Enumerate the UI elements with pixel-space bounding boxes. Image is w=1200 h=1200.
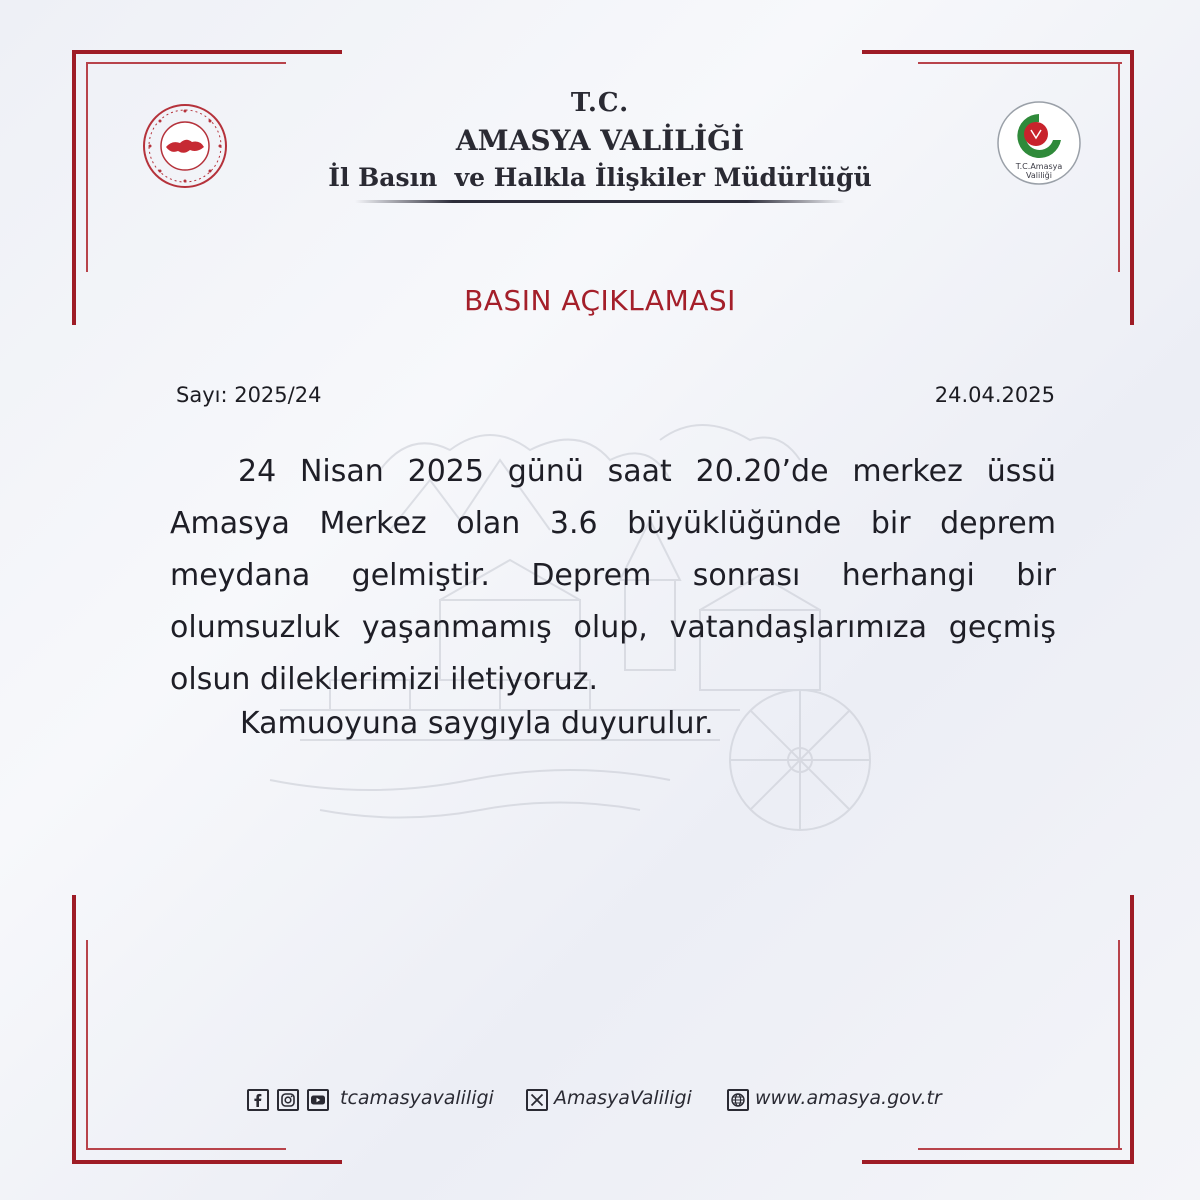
presidential-seal-icon — [142, 103, 228, 189]
frame-top-left-vertical-inner — [86, 62, 88, 272]
frame-bottom-right-horizontal-inner — [918, 1148, 1122, 1150]
header-title: AMASYA VALİLİĞİ — [455, 124, 745, 157]
body-paragraph: 24 Nisan 2025 günü saat 20.20’de merkez üssü Amasya Merkez olan 3.6 büyüklüğünde bir deprem meydana gelmiştir. Deprem sonrası herhangi bir olumsuzluk yaşanmamış olup, vatandaşlarımıza geçmiş olsun dileklerimizi iletiyoruz. — [170, 454, 1056, 697]
frame-bottom-left-horizontal — [72, 1160, 342, 1164]
website-link[interactable]: www.amasya.gov.tr — [755, 1087, 942, 1109]
document-number: Sayı: 2025/24 — [176, 383, 322, 407]
social-handle[interactable]: tcamasyavaliligi — [340, 1087, 494, 1109]
frame-top-right-horizontal — [862, 50, 1134, 54]
frame-top-left-horizontal-inner — [86, 62, 286, 64]
frame-top-left-horizontal — [72, 50, 342, 54]
frame-bottom-left-vertical — [72, 895, 76, 1164]
header-divider — [355, 200, 845, 203]
press-release-body — [170, 446, 1056, 706]
x-handle[interactable]: AmasyaValiligi — [554, 1087, 692, 1109]
instagram-icon[interactable] — [277, 1089, 299, 1111]
frame-bottom-right-vertical-inner — [1118, 940, 1120, 1150]
document-date: 24.04.2025 — [934, 383, 1055, 407]
frame-bottom-left-horizontal-inner — [86, 1148, 286, 1150]
frame-top-right-horizontal-inner — [918, 62, 1122, 64]
frame-bottom-right-vertical — [1130, 895, 1134, 1164]
right-logo-text: T.C.Amasya Valiliği — [1015, 162, 1063, 180]
header-tc: T.C. — [570, 88, 630, 118]
frame-bottom-right-horizontal — [862, 1160, 1134, 1164]
header-subtitle: İl Basın ve Halkla İlişkiler Müdürlüğü — [328, 163, 872, 192]
youtube-icon[interactable] — [307, 1089, 329, 1111]
facebook-icon[interactable] — [247, 1089, 269, 1111]
frame-bottom-left-vertical-inner — [86, 940, 88, 1150]
x-icon[interactable] — [526, 1089, 548, 1111]
globe-icon[interactable] — [727, 1089, 749, 1111]
document-title: BASIN AÇIKLAMASI — [464, 284, 736, 317]
frame-top-right-vertical-inner — [1118, 62, 1120, 272]
closing-line: Kamuoyuna saygıyla duyurulur. — [240, 706, 714, 741]
